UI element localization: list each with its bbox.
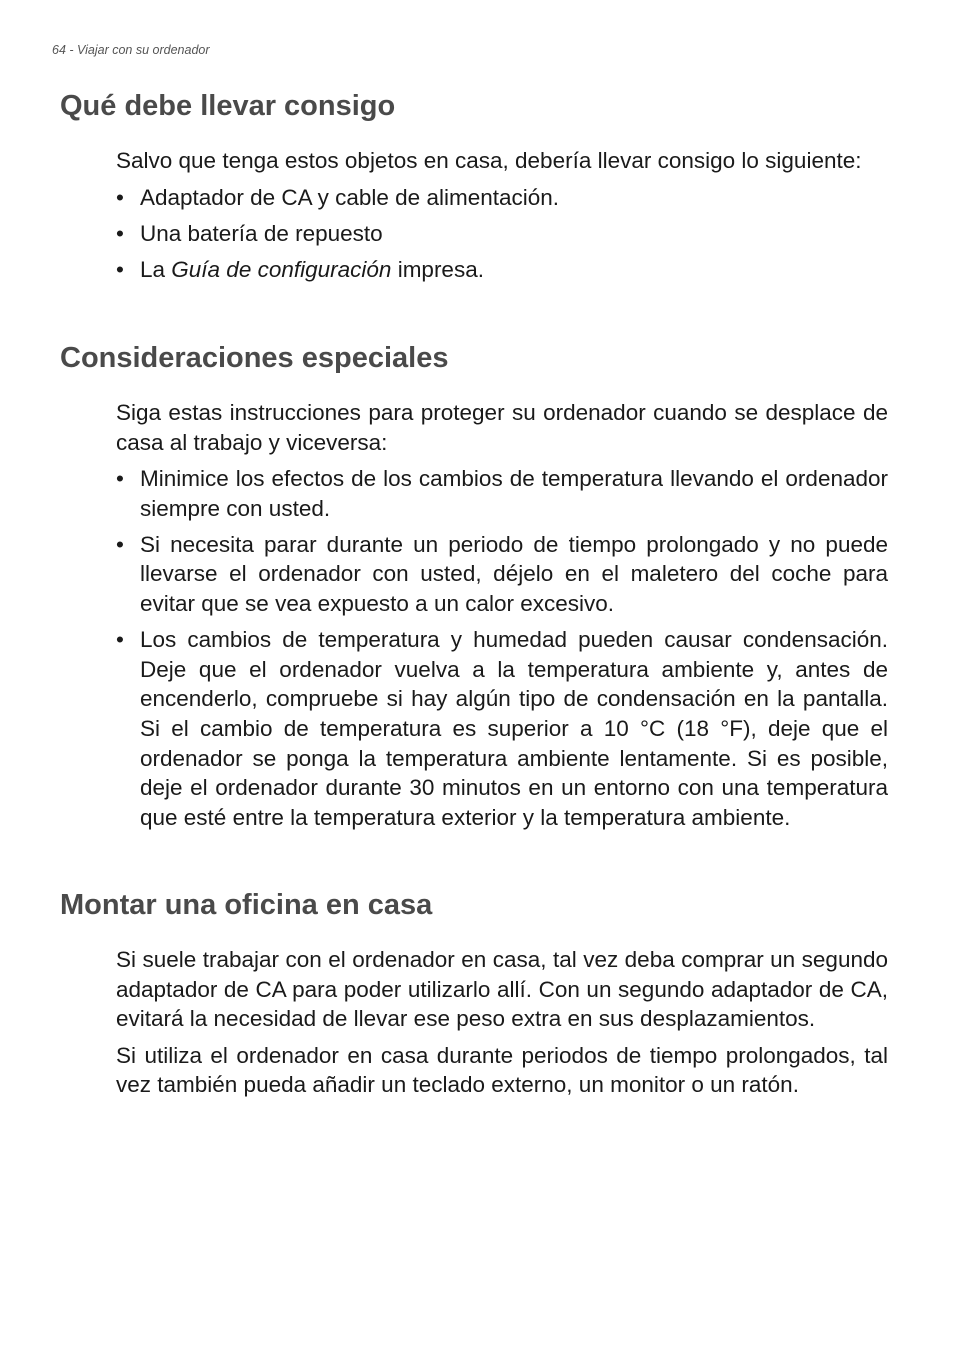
- section-heading: Consideraciones especiales: [60, 342, 449, 374]
- running-header: 64 - Viajar con su ordenador: [52, 43, 210, 57]
- body-paragraph: Si utiliza el ordenador en casa durante periodos de tiempo prolongados, tal vez también pueda añadir un teclado externo, un monitor o un ratón.: [116, 1042, 888, 1098]
- bullet-glyph: •: [116, 466, 124, 492]
- list-item: [116, 625, 888, 832]
- list-item-text: Si necesita parar durante un periodo de tiempo prolongado y no puede llevarse el ordenador con usted, déjelo en el maletero del coche para evitar que se vea expuesto a un calor excesivo.: [140, 531, 888, 617]
- list-item-text: Adaptador de CA y cable de alimentación.: [140, 184, 560, 210]
- section-body: [116, 146, 888, 291]
- list-item-suffix: impresa.: [391, 256, 484, 282]
- bullet-glyph: •: [116, 531, 124, 557]
- list-item-text: Una batería de repuesto: [140, 220, 383, 246]
- list-item: [116, 530, 888, 619]
- section-heading: Montar una oficina en casa: [60, 889, 433, 921]
- list-item: [116, 464, 888, 523]
- bullet-list: [116, 464, 888, 832]
- setup-guide-title: Guía de configuración: [171, 256, 392, 282]
- bullet-glyph: •: [116, 627, 124, 653]
- bullet-glyph: •: [116, 220, 124, 246]
- section-body: [116, 945, 888, 1107]
- bullet-glyph: •: [116, 184, 124, 210]
- body-paragraph: Si suele trabajar con el ordenador en casa, tal vez deba comprar un segundo adaptador de CA para poder utilizarlo allí. Con un segundo adaptador de CA, evitará la necesidad de llevar ese peso extra en sus desplazamientos.: [116, 947, 888, 1032]
- list-item: [116, 255, 888, 285]
- section-body: [116, 398, 888, 839]
- list-item: [116, 219, 888, 249]
- intro-paragraph: Siga estas instrucciones para proteger su ordenador cuando se desplace de casa al trabajo y viceversa:: [116, 400, 888, 455]
- bullet-list: [116, 183, 888, 285]
- section-heading: Qué debe llevar consigo: [60, 90, 396, 122]
- intro-paragraph: Salvo que tenga estos objetos en casa, debería llevar consigo lo siguiente:: [116, 148, 862, 173]
- list-item-text: Los cambios de temperatura y humedad pueden causar condensación. Deje que el ordenador vuelva a la temperatura ambiente y, antes de encenderlo, compruebe si hay algún tipo de condensación en la pantalla. Si el cambio de temperatura es superior a 10 °C (18 °F), deje que el ordenador se ponga la temperatura ambiente lentamente. Si es posible, deje el ordenador durante 30 minutos en un entorno con una temperatura que esté entre la temperatura exterior y la temperatura ambiente.: [140, 627, 888, 830]
- bullet-glyph: •: [116, 256, 124, 282]
- list-item: [116, 183, 888, 213]
- list-item-prefix: La: [140, 256, 172, 282]
- list-item-text: Minimice los efectos de los cambios de temperatura llevando el ordenador siempre con usted.: [140, 466, 888, 521]
